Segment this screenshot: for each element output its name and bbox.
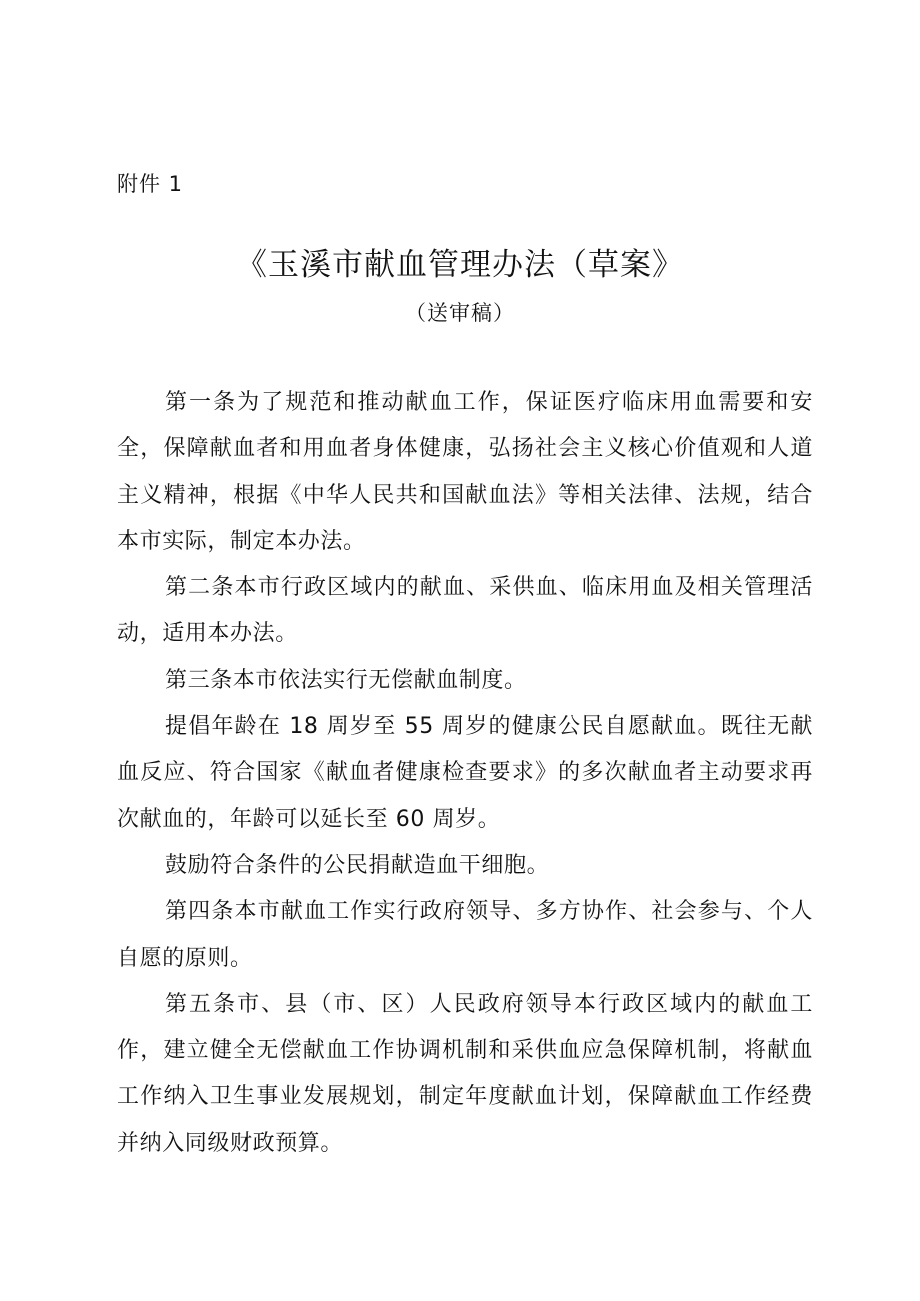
article-5-paragraph: 第五条市、县（市、区）人民政府领导本行政区域内的献血工作，建立健全无偿献血工作协调机制和采供血应急保障机制，将献血工作纳入卫生事业发展规划，制定年度献血计划，保障献血工作经费并纳入同级财政预算。: [117, 991, 813, 1156]
article-3-paragraph: 第三条本市依法实行无偿献血制度。: [165, 667, 527, 693]
article-4-paragraph: 第四条本市献血工作实行政府领导、多方协作、社会参与、个人自愿的原则。: [117, 899, 813, 971]
attachment-label: 附件 1: [117, 172, 184, 196]
stem-cell-paragraph: 鼓励符合条件的公民捐献造血干细胞。: [165, 852, 550, 878]
article-2-paragraph: 第二条本市行政区域内的献血、采供血、临床用血及相关管理活动，适用本办法。: [117, 575, 813, 647]
document-subtitle: （送审稿）: [405, 301, 515, 325]
document-title: 《玉溪市献血管理办法（草案》: [236, 247, 684, 283]
document-body: [117, 380, 813, 1167]
age-requirement-paragraph: 提倡年龄在 18 周岁至 55 周岁的健康公民自愿献血。既往无献血反应、符合国家《献血者健康检查要求》的多次献血者主动要求再次献血的，年龄可以延长至 60 周岁。: [117, 714, 813, 832]
article-1-paragraph: 第一条为了规范和推动献血工作，保证医疗临床用血需要和安全，保障献血者和用血者身体健康，弘扬社会主义核心价值观和人道主义精神，根据《中华人民共和国献血法》等相关法律、法规，结合本市实际，制定本办法。: [117, 390, 813, 554]
